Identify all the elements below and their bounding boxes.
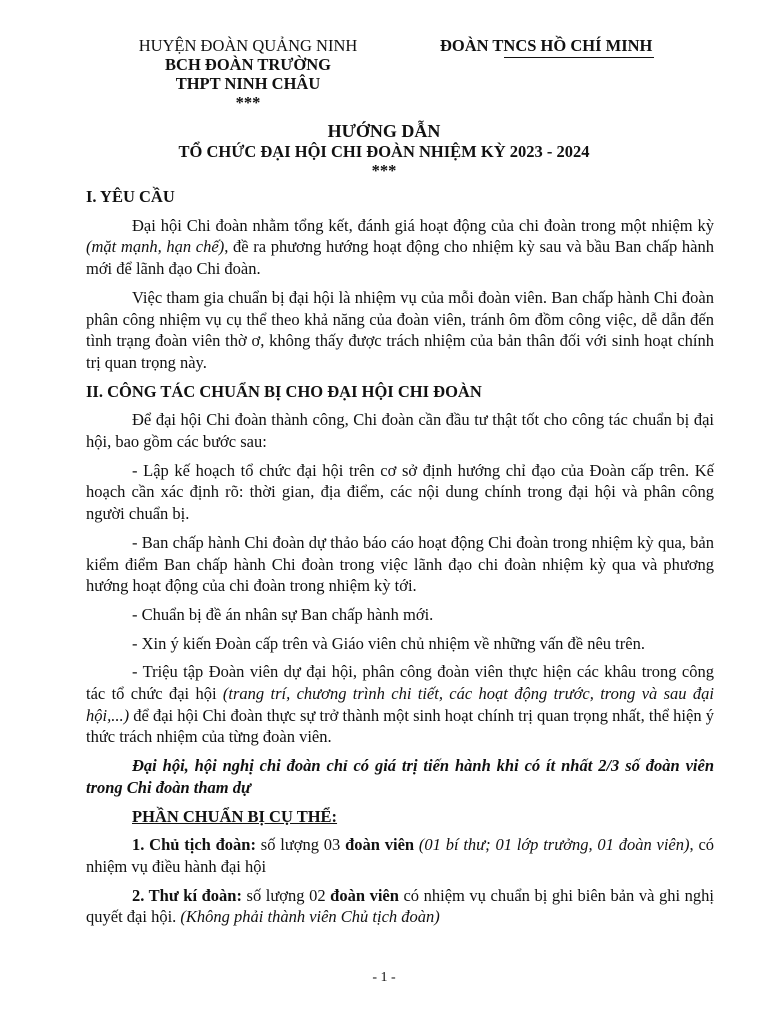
section1-paragraph-1: Đại hội Chi đoàn nhằm tổng kết, đánh giá hoạt động của chi đoàn trong một nhiệm kỳ (mặt mạnh, hạn chế), đề ra phương hướng hoạt động cho nhiệm kỳ sau và bầu Ban chấp hành mới để lãnh đạo Chi đoàn. <box>86 215 714 279</box>
page-number: - 1 - <box>372 970 396 985</box>
section2-paragraph-2: - Lập kế hoạch tổ chức đại hội trên cơ sở định hướng chỉ đạo của Đoàn cấp trên. Kế hoạch cần xác định rõ: thời gian, địa điểm, các nội dung chính trong đại hội và phân công người chuẩn bị. <box>86 460 714 524</box>
document-body <box>86 186 714 935</box>
section2-paragraph-1: Để đại hội Chi đoàn thành công, Chi đoàn cần đầu tư thật tốt cho công tác chuẩn bị đại hội, bao gồm các bước sau: <box>86 410 714 452</box>
detail-item-2: 2. Thư kí đoàn: số lượng 02 đoàn viên có nhiệm vụ chuẩn bị ghi biên bản và ghi nghị quyết đại hội. (Không phải thành viên Chủ tịch đoàn) <box>86 885 714 927</box>
section2-quorum-note: Đại hội, hội nghị chi đoàn chỉ có giá trị tiến hành khi có ít nhất 2/3 số đoàn viên trong Chi đoàn tham dự <box>86 756 714 797</box>
section2-heading: II. CÔNG TÁC CHUẨN BỊ CHO ĐẠI HỘI CHI ĐOÀN <box>86 381 482 401</box>
section2-paragraph-3: - Ban chấp hành Chi đoàn dự thảo báo cáo hoạt động Chi đoàn trong nhiệm kỳ qua, bản kiểm điểm Ban chấp hành Chi đoàn trong việc lãnh đạo chi đoàn nhiệm kỳ qua và phương hướng hoạt động của chi đoàn trong nhiệm kỳ tới. <box>86 532 714 596</box>
title-stars: *** <box>371 161 397 180</box>
org-school-committee: BCH ĐOÀN TRƯỜNG <box>165 55 331 74</box>
document-title <box>100 122 668 181</box>
section1-heading: I. YÊU CẦU <box>86 187 175 206</box>
detail-item-1: 1. Chủ tịch đoàn: số lượng 03 đoàn viên (01 bí thư; 01 lớp trưởng, 01 đoàn viên), có nhiệm vụ điều hành đại hội <box>86 835 715 876</box>
section2-paragraph-6: - Triệu tập Đoàn viên dự đại hội, phân công đoàn viên thực hiện các khâu trong công tác tổ chức đại hội (trang trí, chương trình chi tiết, các hoạt động trước, trong và sau đại hội,...) để đại hội Chi đoàn thực sự trở thành một sinh hoạt chính trị quan trọng nhất, thể hiện ý thức trách nhiệm của từng đoàn viên. <box>86 662 714 747</box>
section1-paragraph-2: Việc tham gia chuẩn bị đại hội là nhiệm vụ của mỗi đoàn viên. Ban chấp hành Chi đoàn phân công nhiệm vụ cụ thể theo khả năng của đoàn viên, tránh ôm đồm công việc, dễ dẫn đến tình trạng đoàn viên thờ ơ, không thấy được trách nhiệm của bản thân đối với sinh hoạt chính trị quan trọng này. <box>86 287 714 372</box>
section2-paragraph-5: - Xin ý kiến Đoàn cấp trên và Giáo viên chủ nhiệm về những vấn đề nêu trên. <box>132 633 645 653</box>
org-union: ĐOÀN TNCS HỒ CHÍ MINH <box>440 36 653 55</box>
section2-paragraph-4: - Chuẩn bị đề án nhân sự Ban chấp hành mới. <box>132 604 434 624</box>
org-district: HUYỆN ĐOÀN QUẢNG NINH <box>138 36 358 55</box>
title-sub: TỔ CHỨC ĐẠI HỘI CHI ĐOÀN NHIỆM KỲ 2023 - 2024 <box>178 141 590 161</box>
org-school-name: THPT NINH CHÂU <box>175 74 321 93</box>
header-stars: *** <box>235 93 261 112</box>
detail-heading: PHẦN CHUẨN BỊ CỤ THỂ: <box>132 806 338 826</box>
title-main: HƯỚNG DẪN <box>327 121 441 141</box>
header-right <box>440 36 680 58</box>
header-left <box>118 36 378 112</box>
header-underline <box>504 57 654 58</box>
